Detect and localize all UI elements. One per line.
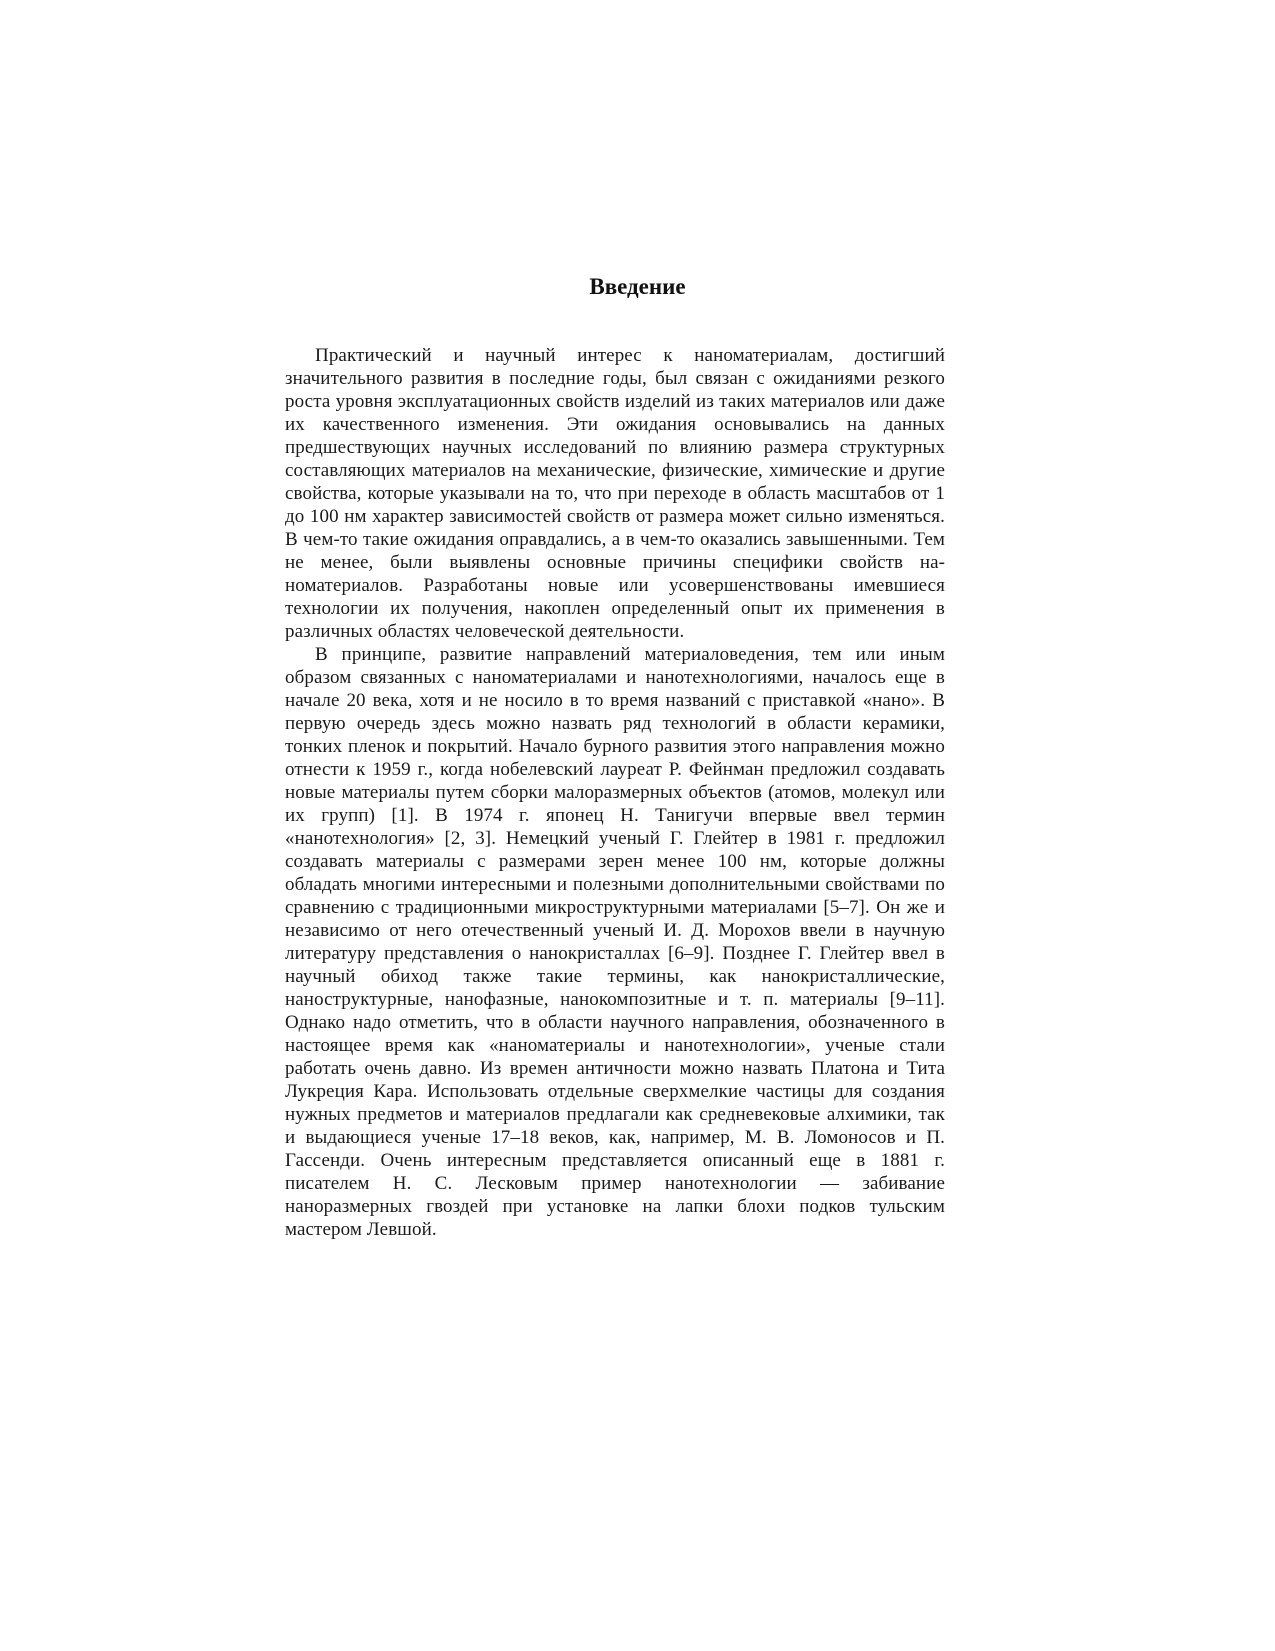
- page-title: Введение: [589, 274, 686, 299]
- body-text: [285, 344, 945, 1241]
- paragraph-history: В принципе, развитие направлений материаловедения, тем или иным образом связанных с наноматериалами и нанотехнологиями, началось еще в начале 20 века, хотя и не носило в то время названий с приставкой «нано». В первую очередь здесь можно назвать ряд технологий в области керамики, тонких пленок и покрытий. Начало бурного развития этого направления можно отнести к 1959 г., когда нобелевский лауреат Р. Фейнман предложил создавать новые материалы путем сборки малоразмерных объектов (атомов, молекул или их групп) [1]. В 1974 г. японец Н. Танигучи впервые ввел термин «нанотехнология» [2, 3]. Немецкий ученый Г. Глейтер в 1981 г. предложил создавать материалы с размерами зерен менее 100 нм, которые должны обладать многими интересными и полезными дополнительными свойствами по сравнению с традиционными микроструктурными материалами [5–7]. Он же и независимо от него отечественный ученый И. Д. Морохов ввели в научную литературу представления о нанокристаллах [6–9]. Позднее Г. Глейтер ввел в научный обиход также такие термины, как нанокристаллические, наноструктурные, нанофазные, нанокомпозитные и т. п. материалы [9–11]. Однако надо отметить, что в области научного направления, обозначенного в настоящее время как «наноматериалы и нанотехнологии», ученые стали работать очень давно. Из времен античности можно назвать Платона и Тита Лукреция Кара. Использовать отдельные сверхмелкие частицы для создания нужных предметов и материалов предлагали как средневековые алхимики, так и выдающиеся ученые 17–18 веков, как, например, М. В. Ломоносов и П. Гассенди. Очень интересным представляется описанный еще в 1881 г. писателем Н. С. Лесковым пример нанотехнологии — забивание наноразмерных гвоздей при установке на лапки блохи подков тульским мастером Левшой.: [285, 644, 945, 1240]
- paragraph-intro: Практический и научный интерес к наноматериалам, достигший значительного развития в последние годы, был связан с ожиданиями резкого роста уровня эксплуатационных свойств изделий из таких материалов или даже их качественного изменения. Эти ожидания основывались на данных предшествующих научных исследований по влиянию размера структурных составляющих материалов на механические, физические, химические и другие свойства, которые указывали на то, что при переходе в область масштабов от 1 до 100 нм характер зависимостей свойств от размера может сильно изменяться. В чем-то такие ожидания оправдались, а в чем-то оказались завышенными. Тем не менее, были выявлены основные причины специфики свойств наноматериалов. Разработаны новые или усовершенствованы имевшиеся технологии их получения, накоплен определенный опыт их применения в различных областях человеческой деятельности.: [285, 345, 945, 642]
